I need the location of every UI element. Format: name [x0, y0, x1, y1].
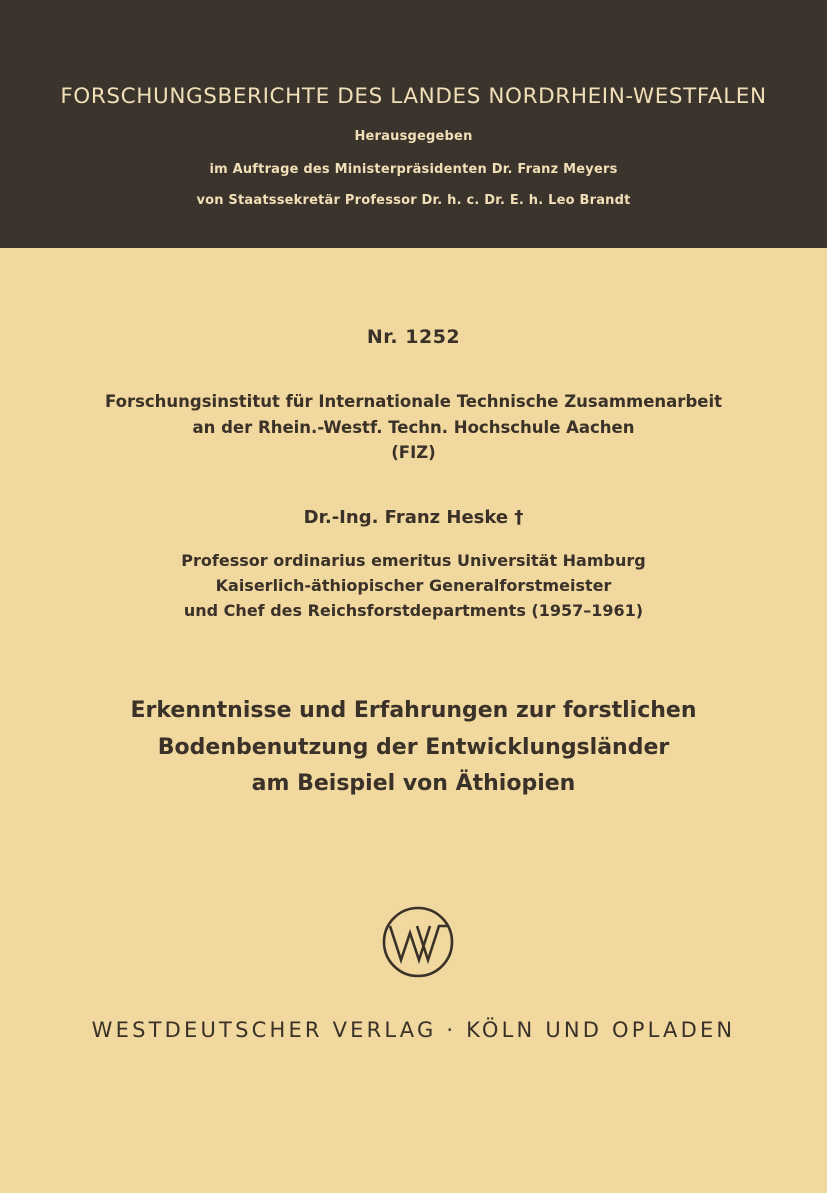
author-name: Dr.-Ing. Franz Heske † — [303, 507, 524, 528]
editor-line-2: im Auftrage des Ministerpräsidenten Dr. Franz Meyers — [209, 162, 618, 177]
author-credential-3: und Chef des Reichsforstdepartments (1957–1961) — [183, 601, 644, 620]
institute-line-2: an der Rhein.-Westf. Techn. Hochschule Aachen — [192, 418, 635, 437]
header-band — [0, 0, 827, 248]
author-credential-2: Kaiserlich-äthiopischer Generalforstmeister — [215, 576, 612, 595]
westdeutscher-verlag-logo-icon — [381, 905, 455, 979]
editor-line-1: Herausgegeben — [354, 129, 473, 144]
book-title-line-1: Erkenntnisse und Erfahrungen zur forstlichen — [130, 698, 697, 723]
report-number: Nr. 1252 — [366, 326, 461, 348]
editor-line-3: von Staatssekretär Professor Dr. h. c. Dr. E. h. Leo Brandt — [196, 193, 631, 208]
book-title-line-3: am Beispiel von Äthiopien — [251, 771, 576, 796]
publisher-imprint: WESTDEUTSCHER VERLAG · KÖLN UND OPLADEN — [91, 1018, 736, 1042]
institute-line-3: (FIZ) — [391, 443, 436, 462]
author-credential-1: Professor ordinarius emeritus Universität Hamburg — [181, 551, 646, 570]
series-title: FORSCHUNGSBERICHTE DES LANDES NORDRHEIN-WESTFALEN — [60, 84, 767, 109]
book-title-line-2: Bodenbenutzung der Entwicklungsländer — [157, 735, 670, 760]
institute-line-1: Forschungsinstitut für Internationale Technische Zusammenarbeit — [105, 392, 722, 411]
